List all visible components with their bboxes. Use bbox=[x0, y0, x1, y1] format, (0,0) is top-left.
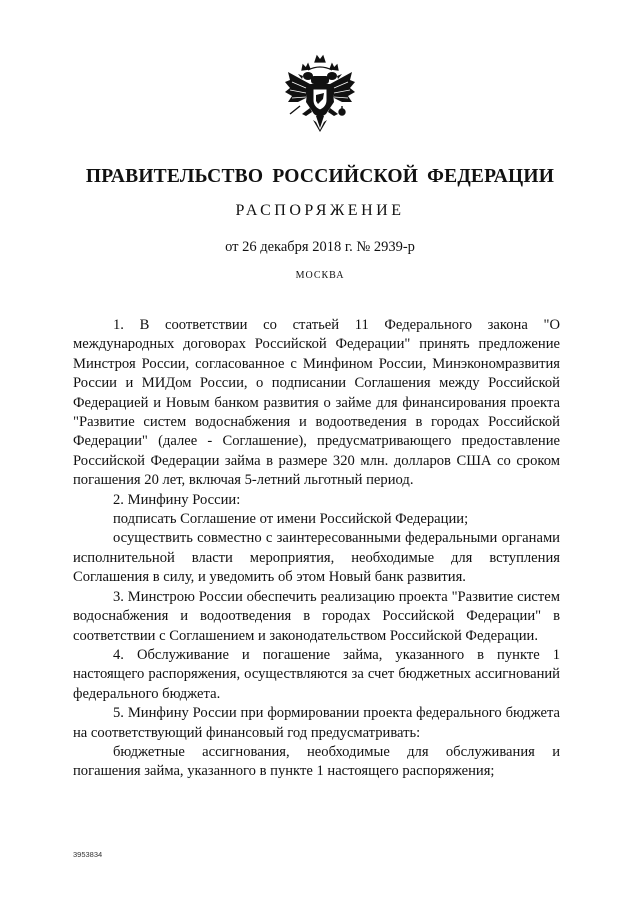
paragraph-5-item-1: бюджетные ассигнования, необходимые для обслуживания и погашения займа, указанного в пункте 1 настоящего распоряжения; bbox=[73, 743, 560, 780]
russian-coat-of-arms-icon bbox=[280, 52, 360, 138]
paragraph-2: 2. Минфину России: bbox=[113, 491, 241, 508]
paragraph-5: 5. Минфину России при формировании проекта федерального бюджета на соответствующий финансовый год предусматривать: bbox=[73, 705, 560, 741]
document-date-number: от 26 декабря 2018 г. № 2939-р bbox=[225, 239, 415, 255]
document-code: 3953834 bbox=[73, 850, 103, 859]
paragraph-3: 3. Минстрою России обеспечить реализацию проекта "Развитие систем водоснабжения и водоотведения в городах Российской Федерации" в соответствии с Соглашением и законодательством Российской Федерации. bbox=[73, 588, 560, 644]
document-body bbox=[73, 316, 560, 782]
paragraph-2-item-2: осуществить совместно с заинтересованными федеральными органами исполнительной власти мероприятия, необходимые для вступления Соглашения в силу, и уведомить об этом Новый банк развития. bbox=[73, 530, 560, 586]
paragraph-2-item-1: подписать Соглашение от имени Российской Федерации; bbox=[113, 511, 469, 528]
paragraph-1: 1. В соответствии со статьей 11 Федерального закона "О международных договорах Российской Федерации" принять предложение Минстроя России, согласованное с Минфином России, Минэкономразвития России и МИДом России, о подписании Соглашения между Российской Федерацией и Новым банком развития о займе для финансирования проекта "Развитие систем водоснабжения и водоотведения в городах Российской Федерации" (далее - Соглашение), предусматривающего предоставление Российской Федерации займа в размере 320 млн. долларов США со сроком погашения 20 лет, включая 5-летний льготный период. bbox=[73, 317, 560, 489]
government-title: ПРАВИТЕЛЬСТВО РОССИЙСКОЙ ФЕДЕРАЦИИ bbox=[85, 166, 555, 187]
document-city: МОСКВА bbox=[295, 270, 345, 281]
document-type: РАСПОРЯЖЕНИЕ bbox=[235, 202, 405, 219]
paragraph-4: 4. Обслуживание и погашение займа, указанного в пункте 1 настоящего распоряжения, осуществляются за счет бюджетных ассигнований федерального бюджета. bbox=[73, 646, 560, 702]
